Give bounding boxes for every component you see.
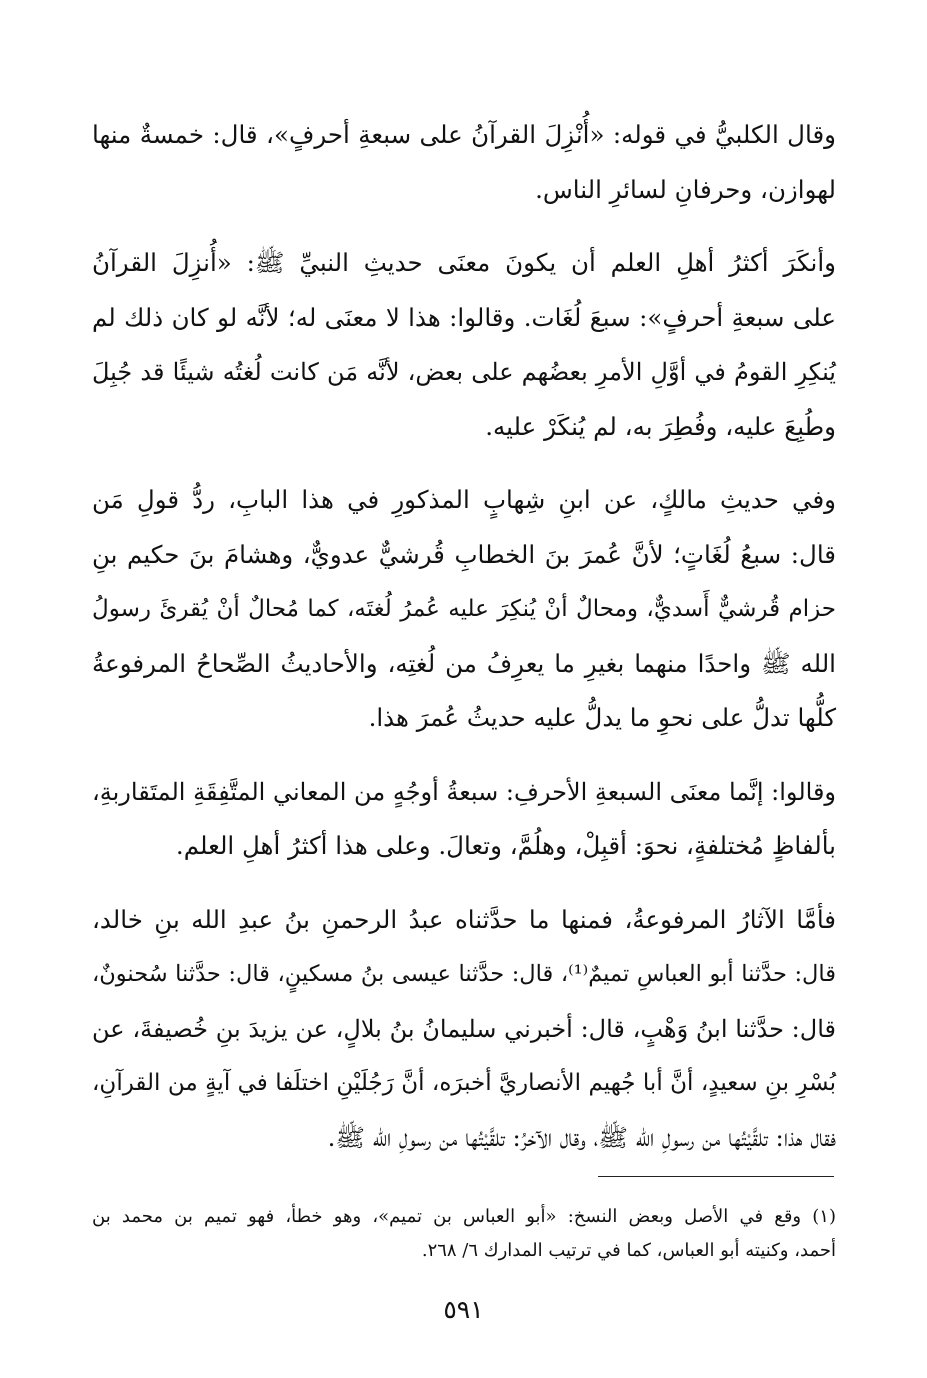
text-line: وقالوا: إنَّما معنَى السبعةِ الأحرفِ: سبعةُ أوجُهٍ من المعاني المتَّفِقَةِ المتَقاربةِ،	[92, 777, 836, 806]
text-line: قال: حدَّثنا ابنُ وَهْبٍ، قال: أخبرني سليمانُ بنُ بلالٍ، عن يزيدَ بنِ خُصيفةَ، عن	[92, 1014, 836, 1043]
text-line: وفي حديثِ مالكٍ، عن ابنِ شِهابٍ المذكورِ في هذا البابِ، ردُّ قولِ مَن	[92, 485, 836, 514]
text-line: لهوازن، وحرفانِ لسائرِ الناس.	[535, 174, 836, 204]
footnote-line: أحمد، وكنيته أبو العباس، كما في ترتيب المدارك ٦/ ٢٦٨.	[421, 1240, 836, 1261]
text-line: وقال الكلبيُّ في قوله: «أُنْزِلَ القرآنُ على سبعةِ أحرفٍ»، قال: خمسةٌ منها	[92, 120, 836, 149]
paragraph	[92, 236, 836, 454]
footnote-line: (١) وقع في الأصل وبعض النسخ: «أبو العباس بن تميم»، وهو خطأ، فهو تميم بن محمد بن	[92, 1206, 836, 1227]
text-line: فأمَّا الآثارُ المرفوعةُ، فمنها ما حدَّثناه عبدُ الرحمنِ بنُ عبدِ الله بنِ خالد،	[92, 904, 836, 934]
text-line: يُنكِرِ القومُ في أوَّلِ الأمرِ بعضُهم على بعض، لأنَّه مَن كانت لُغتُه شيئًا قد جُبِلَ	[92, 358, 836, 386]
text-line: بألفاظٍ مُختلفةٍ، نحوَ: أقبِلْ، وهلُمَّ، وتعالَ. وعلى هذا أكثرُ أهلِ العلم.	[175, 831, 836, 860]
paragraph	[92, 765, 836, 874]
footnote-separator	[598, 1176, 834, 1177]
paragraph	[92, 473, 836, 746]
text-line: قال: سبعُ لُغَاتٍ؛ لأنَّ عُمرَ بنَ الخطابِ قُرشيٌّ عدويٌّ، وهشامَ بنَ حكيم بنِ	[92, 539, 836, 569]
text-line: وطُبِعَ عليه، وفُطِرَ به، لم يُنكَرْ عليه.	[485, 411, 836, 441]
paragraph	[92, 893, 836, 1166]
text-line: كلُّها تدلُّ على نحوِ ما يدلُّ عليه حديثُ عُمرَ هذا.	[368, 703, 836, 732]
footnote	[92, 1200, 836, 1268]
text-line: حزام قُرشيٌّ أَسديٌّ، ومحالٌ أنْ يُنكِرَ عليه عُمرُ لُغتَه، كما مُحالٌ أنْ يُقرئَ رسولُ	[92, 596, 836, 622]
main-text	[92, 108, 836, 1184]
footnotes	[92, 1200, 836, 1268]
paragraph	[92, 108, 836, 217]
text-line: وأنكَرَ أكثرُ أهلِ العلم أن يكونَ معنَى حديثِ النبيِّ ﷺ: «أُنزِلَ القرآنُ	[92, 248, 836, 277]
text-line: على سبعةِ أحرفٍ»: سبعَ لُغَات. وقالوا: هذا لا معنَى له؛ لأنَّه لو كان ذلك لم	[92, 302, 836, 332]
page-number: ٥٩١	[443, 1295, 484, 1324]
text-line: فقال هذا: تلقَّيْتُها من رسولِ الله ﷺ، وقال الآخرُ: تلقَّيْتُها من رسولِ الله ﷺ.	[327, 1122, 836, 1152]
text-line: بُسْرِ بنِ سعيدٍ، أنَّ أبا جُهيم الأنصاريَّ أخبرَه، أنَّ رَجُلَيْنِ اختلَفا في آيةٍ من القرآنِ،	[92, 1070, 836, 1096]
text-line: الله ﷺ واحدًا منهما بغيرِ ما يعرِفُ من لُغتِه، والأحاديثُ الصِّحاحُ المرفوعةُ	[92, 648, 836, 678]
text-line: قال: حدَّثنا أبو العباسِ تميمٌ⁽¹⁾، قال: حدَّثنا عيسى بنُ مسكينٍ، قال: حدَّثنا سُحنونٌ،	[92, 961, 836, 987]
